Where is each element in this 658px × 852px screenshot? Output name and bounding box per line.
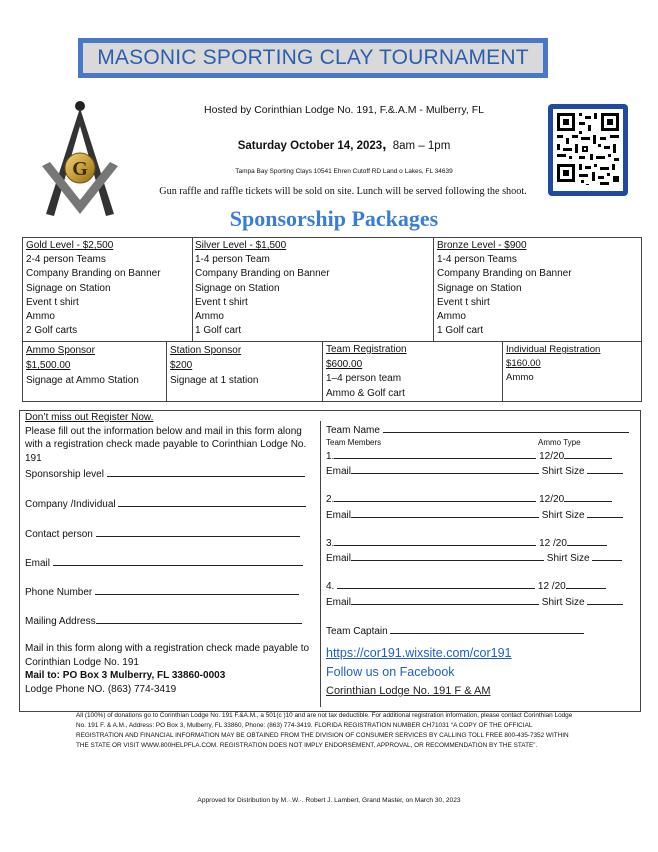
contact-field[interactable]	[25, 527, 300, 542]
hosted-by: Hosted by Corinthian Lodge No. 191, F.&.A.M - Mulberry, FL	[204, 104, 484, 116]
member-shirt-label: Shirt Size	[541, 510, 585, 521]
member-email-row[interactable]	[326, 464, 623, 479]
silver-item: Signage on Station	[195, 282, 280, 294]
bronze-item: Company Branding on Banner	[437, 268, 572, 280]
individual-registration-title: Individual Registration	[506, 344, 601, 355]
silver-item: 1-4 person Team	[195, 254, 270, 266]
silver-item: Ammo	[195, 311, 224, 323]
mail-to: Mail to: PO Box 3 Mulberry, FL 33860-0003	[25, 670, 226, 681]
table-divider	[322, 341, 323, 402]
member-email-row[interactable]	[326, 508, 623, 523]
page-title: MASONIC SPORTING CLAY TOURNAMENT	[83, 43, 543, 73]
member-shirt-label: Shirt Size	[541, 597, 585, 608]
member-gauge: 12 /20	[537, 581, 566, 592]
bronze-item: 1-4 person Teams	[437, 254, 517, 266]
logo-g-letter: G	[72, 158, 88, 180]
bronze-item: Signage on Station	[437, 282, 522, 294]
member-email-row[interactable]	[326, 595, 623, 610]
member-number: 1.	[326, 451, 335, 462]
silver-item: Event t shirt	[195, 296, 248, 308]
member-number: 3.	[326, 538, 335, 549]
approval-note: Approved for Distribution by M.·.W.·. Robert J. Lambert, Grand Master, on March 30, 2023	[197, 797, 461, 804]
phone-field[interactable]	[25, 585, 299, 600]
member-name-input[interactable]	[334, 536, 536, 546]
website-link[interactable]: https://cor191.wixsite.com/cor191	[326, 646, 512, 660]
gold-item: Company Branding on Banner	[26, 268, 161, 280]
station-sponsor-desc: Signage at 1 station	[170, 375, 259, 386]
registration-left	[25, 411, 315, 465]
phone-label: Phone Number	[25, 587, 93, 598]
member-gauge: 12 /20	[539, 538, 567, 549]
raffle-note: Gun raffle and raffle tickets will be sold on site. Lunch will be served following the shoot.	[159, 186, 527, 197]
ammo-sponsor-cell	[26, 343, 139, 388]
email-field[interactable]	[25, 556, 303, 571]
member-number: 2.	[326, 494, 335, 505]
member-email-input[interactable]	[351, 551, 544, 561]
gold-level-cell	[26, 239, 161, 338]
company-field[interactable]	[25, 497, 306, 512]
event-date	[0, 136, 658, 153]
team-captain-label: Team Captain	[326, 626, 388, 637]
team-members-label: Team Members	[326, 438, 382, 447]
gold-level-title: Gold Level - $2,500	[26, 240, 114, 251]
member-shirt-input[interactable]	[587, 508, 623, 518]
member-shirt-label: Shirt Size	[546, 553, 590, 564]
facebook-page-link[interactable]: Corinthian Lodge No. 191 F & AM	[326, 685, 491, 697]
sponsorship-level-input[interactable]	[107, 467, 305, 477]
member-name-input[interactable]	[334, 449, 536, 459]
member-email-input[interactable]	[351, 508, 539, 518]
member-ammo-input[interactable]	[567, 536, 607, 546]
email-label: Email	[25, 558, 51, 569]
mailing-label: Mailing Address	[25, 616, 96, 627]
form-divider	[320, 421, 321, 707]
member-row[interactable]	[326, 579, 606, 594]
sponsorship-level-label: Sponsorship level	[25, 469, 104, 480]
gold-item: 2 Golf carts	[26, 325, 78, 337]
email-input[interactable]	[53, 556, 303, 566]
member-email-label: Email	[326, 510, 352, 521]
event-time: 8am – 1pm	[392, 140, 451, 152]
lodge-phone: Lodge Phone NO. (863) 774-3419	[25, 683, 177, 695]
sponsorship-heading: Sponsorship Packages	[229, 206, 439, 231]
gold-item: 2-4 person Teams	[26, 254, 106, 266]
team-name-input[interactable]	[383, 423, 629, 433]
member-email-input[interactable]	[351, 595, 539, 605]
team-captain-field[interactable]	[326, 624, 584, 639]
register-heading: Don’t miss out Register Now.	[25, 412, 154, 423]
table-divider	[166, 341, 167, 402]
team-registration-title: Team Registration	[326, 344, 407, 355]
ammo-sponsor-desc: Signage at Ammo Station	[26, 375, 139, 386]
mail-instructions	[25, 642, 310, 696]
title-banner	[78, 38, 548, 78]
mailing-input[interactable]	[96, 614, 302, 624]
bronze-item: 1 Golf cart	[437, 325, 484, 337]
phone-input[interactable]	[95, 585, 299, 595]
gold-item: Event t shirt	[26, 296, 79, 308]
team-registration-cell	[326, 343, 407, 401]
mail-note: Mail in this form along with a registration check made payable to Corinthian Lodge No. 191	[25, 643, 310, 668]
member-number: 4.	[326, 581, 335, 592]
gold-item: Signage on Station	[26, 282, 111, 294]
register-intro: Please fill out the information below and mail in this form along with a registration check made payable to Corinthian Lodge No. 191	[25, 425, 307, 464]
member-ammo-input[interactable]	[564, 492, 612, 502]
member-shirt-input[interactable]	[587, 595, 623, 605]
silver-item: Company Branding on Banner	[195, 268, 330, 280]
member-row[interactable]	[326, 449, 612, 464]
ammo-type-label: Ammo Type	[538, 438, 581, 447]
bronze-item: Event t shirt	[437, 296, 490, 308]
table-divider	[192, 237, 193, 341]
venue-address: Tampa Bay Sporting Clays 10541 Ehren Cutoff RD Land o Lakes, FL 34639	[235, 168, 453, 175]
table-divider	[502, 341, 503, 402]
member-shirt-input[interactable]	[587, 464, 623, 474]
silver-level-cell	[195, 239, 330, 338]
gold-item: Ammo	[26, 311, 55, 323]
silver-level-title: Silver Level - $1,500	[195, 240, 287, 251]
member-email-label: Email	[326, 466, 352, 477]
member-ammo-input[interactable]	[564, 449, 612, 459]
member-gauge: 12/20	[539, 494, 565, 505]
individual-registration-desc: Ammo	[506, 372, 534, 383]
individual-registration-price: $160.00	[506, 358, 541, 369]
table-divider	[22, 341, 642, 342]
member-name-input[interactable]	[334, 492, 536, 502]
silver-item: 1 Golf cart	[195, 325, 242, 337]
contact-label: Contact person	[25, 529, 93, 540]
bronze-level-title: Bronze Level - $900	[437, 240, 527, 251]
ammo-sponsor-title: Ammo Sponsor	[26, 345, 95, 356]
disclaimer: All (100%) of donations go to Corinthian Lodge No. 191 F.&A.M., a 501(c )10 and are not tax deductible. For additional registration information, please contact Corinthian Lodge No. 191 F. & A.M., Address: PO Box 3, Mulberry, FL 33860, Phone: (863) 774-3419. FLORIDA REGISTRATION NUMBER CH71031 “A COPY OF THE OFFICIAL REGISTRATION AND FINANCIAL INFORMATION MAY BE OBTAINED FROM THE DIVISION OF CONSUMER SERVICES BY CALLING TOLL FREE 800-435-7352 WITHIN THE STATE OR VISIT WWW.800HELPFLA.COM. REGISTRATION DOES NOT IMPLY ENDORSEMENT, APPROVAL, OR RECOMMENDATION BY THE STATE”.	[76, 712, 573, 749]
team-registration-price: $600.00	[326, 358, 363, 370]
table-divider	[433, 237, 434, 341]
member-row[interactable]	[326, 536, 607, 551]
member-shirt-label: Shirt Size	[541, 466, 585, 477]
team-name-label: Team Name	[326, 425, 380, 436]
contact-input[interactable]	[96, 527, 300, 537]
member-email-input[interactable]	[351, 464, 539, 474]
team-captain-input[interactable]	[390, 624, 584, 634]
mailing-field[interactable]	[25, 614, 302, 629]
ammo-sponsor-price: $1,500.00	[26, 360, 71, 371]
station-sponsor-title: Station Sponsor	[170, 345, 242, 356]
facebook-follow: Follow us on Facebook	[326, 665, 455, 679]
member-email-row[interactable]	[326, 551, 622, 566]
company-input[interactable]	[118, 497, 306, 507]
date-comma: ,	[382, 136, 387, 153]
member-email-label: Email	[326, 597, 352, 608]
sponsorship-level-field[interactable]	[25, 467, 305, 482]
member-shirt-input[interactable]	[592, 551, 622, 561]
individual-registration-cell	[506, 343, 600, 385]
bronze-level-cell	[437, 239, 572, 338]
member-gauge: 12/20	[539, 451, 565, 462]
station-sponsor-cell	[170, 343, 258, 388]
member-row[interactable]	[326, 492, 612, 507]
team-registration-desc: Ammo & Golf cart	[326, 387, 405, 399]
company-label: Company /Individual	[25, 499, 116, 510]
member-name-input[interactable]	[337, 579, 535, 589]
team-registration-desc: 1–4 person team	[326, 373, 402, 384]
bronze-item: Ammo	[437, 311, 466, 323]
member-email-label: Email	[326, 553, 352, 564]
event-date-text: Saturday October 14, 2023	[237, 140, 383, 152]
station-sponsor-price: $200	[170, 360, 193, 371]
member-ammo-input[interactable]	[566, 579, 606, 589]
